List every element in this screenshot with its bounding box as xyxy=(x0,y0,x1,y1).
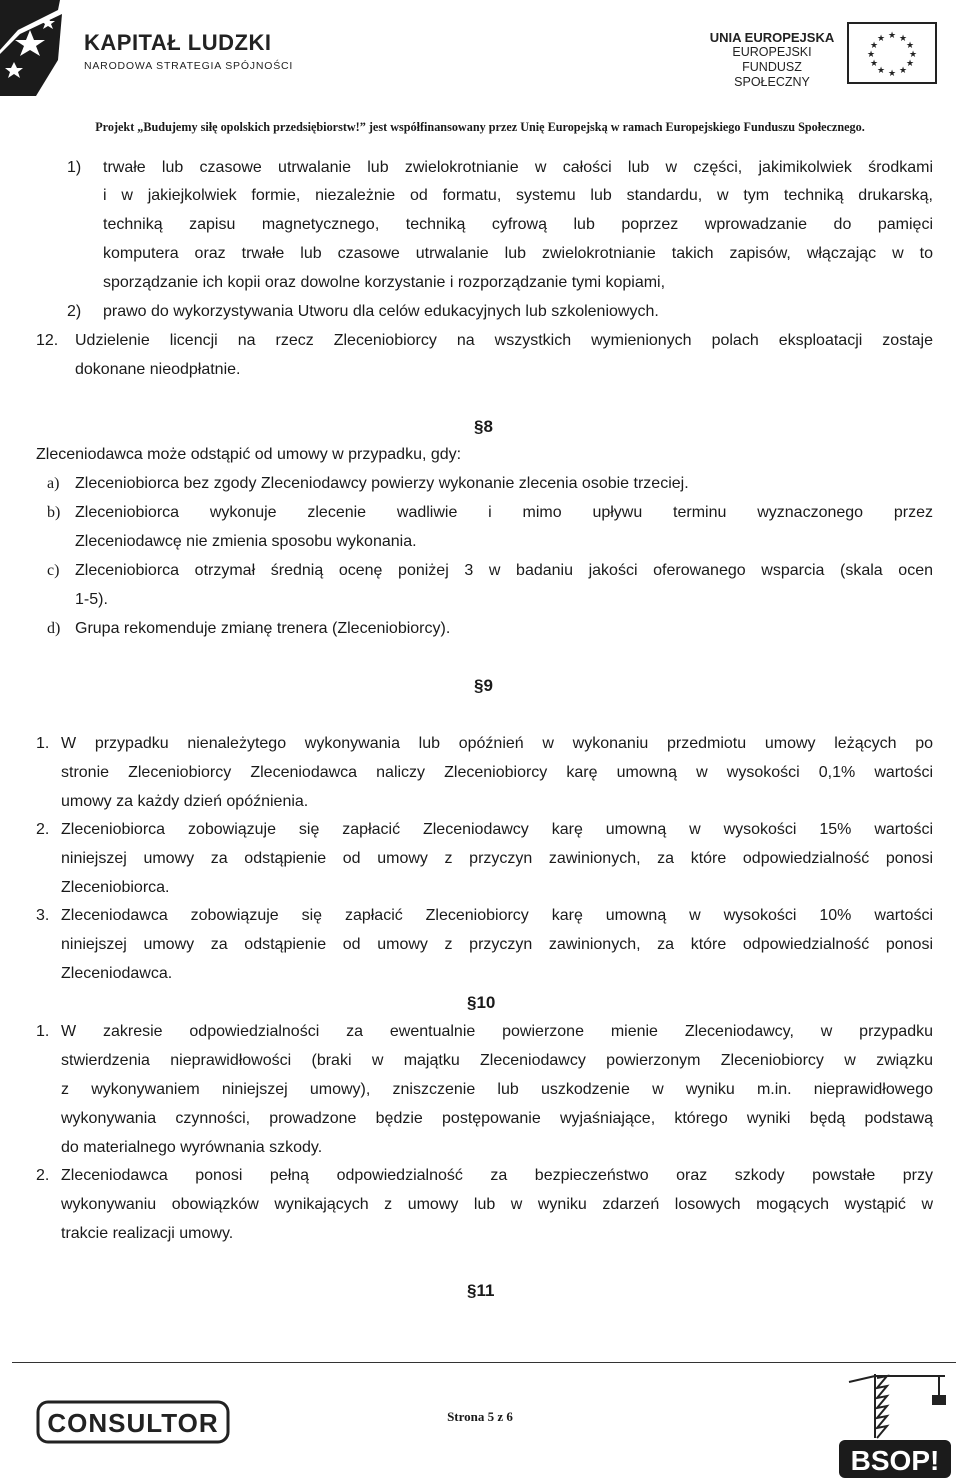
section-9-p3-marker: 3. xyxy=(36,907,50,924)
svg-text:★: ★ xyxy=(869,41,879,51)
section-9-p2-line-2: niniejszej umowy za odstąpienie od umowy z przyczyn zawinionych, za które odpowiedzialność ponosi xyxy=(61,850,933,867)
section-9-p2-line-3: Zleceniobiorca. xyxy=(61,879,170,896)
svg-text:★: ★ xyxy=(905,41,915,51)
section-8-d-marker: d) xyxy=(47,620,61,637)
svg-text:★: ★ xyxy=(866,50,876,60)
item-2-marker: 2) xyxy=(67,303,82,320)
svg-text:★: ★ xyxy=(898,34,908,44)
section-8-b-marker: b) xyxy=(47,504,61,521)
section-9-p1-marker: 1. xyxy=(36,735,50,752)
svg-text:★: ★ xyxy=(898,66,908,76)
section-9-p2-line-1: Zleceniobiorca zobowiązuje się zapłacić Zleceniodawcy karę umowną w wysokości 15% wartości xyxy=(61,821,933,838)
section-9-p3-line-3: Zleceniodawca. xyxy=(61,965,173,982)
eu-flag-icon xyxy=(847,22,937,84)
item-1-line-1: trwałe lub czasowe utrwalanie lub zwielokrotnianie w całości lub w części, jakimikolwiek środkami xyxy=(103,159,933,176)
section-9-p1-line-2: stronie Zleceniobiorcy Zleceniodawca naliczy Zleceniobiorcy karę umowną w wysokości 0,1% wartości xyxy=(61,764,933,781)
section-11-heading: §11 xyxy=(467,1281,495,1300)
section-10-p1-line-3: z wykonywaniem niniejszej umowy), zniszczenie lub uszkodzenie w wyniku m.in. nieprawidłowego xyxy=(61,1081,933,1098)
kapital-ludzki-subtitle: NARODOWA STRATEGIA SPÓJNOŚCI xyxy=(84,60,294,72)
page-header xyxy=(0,0,960,105)
svg-text:★: ★ xyxy=(876,66,886,76)
section-10-p1-line-5: do materialnego wyrównania szkody. xyxy=(61,1139,323,1156)
item-1-line-2: i w jakiejkolwiek formie, niezależnie od formatu, systemu lub standardu, w tym techniką drukarską, xyxy=(103,187,933,204)
section-10-p2-line-3: trakcie realizacji umowy. xyxy=(61,1225,234,1242)
item-1-line-5: sporządzanie ich kopii oraz dowolne korzystanie i rozporządzanie tymi kopiami, xyxy=(103,274,666,291)
svg-text:★: ★ xyxy=(887,69,897,79)
bsop-logo-icon xyxy=(835,1368,953,1480)
section-9-p3-line-2: niniejszej umowy za odstąpienie od umowy z przyczyn zawinionych, za które odpowiedzialność ponosi xyxy=(61,936,933,953)
eu-logo-text xyxy=(706,30,838,90)
section-9-heading: §9 xyxy=(474,676,493,695)
footer-divider xyxy=(12,1362,956,1363)
section-9-p2-marker: 2. xyxy=(36,821,50,838)
section-8-c-marker: c) xyxy=(47,562,60,579)
item-12-line-2: dokonane nieodpłatnie. xyxy=(75,361,241,378)
eu-logo-line2: EUROPEJSKI xyxy=(732,45,812,59)
bsop-logo-text: BSOP! xyxy=(850,1445,940,1476)
section-8-intro: Zleceniodawca może odstąpić od umowy w przypadku, gdy: xyxy=(36,446,462,463)
eu-logo-line1: UNIA EUROPEJSKA xyxy=(709,30,835,45)
section-10-p2-line-1: Zleceniodawca ponosi pełną odpowiedzialność za bezpieczeństwo oraz szkody powstałe przy xyxy=(61,1167,933,1184)
section-8-c-line-2: 1-5). xyxy=(75,591,108,608)
section-8-b-line-1: Zleceniobiorca wykonuje zlecenie wadliwie i mimo upływu terminu wyznaczonego przez xyxy=(75,504,933,521)
section-10-p2-line-2: wykonywaniu obowiązków wynikających z umowy lub w wyniku zdarzeń losowych mogących wystąpić w xyxy=(61,1196,933,1213)
section-9-p1-line-1: W przypadku nienależytego wykonywania lub opóźnień w wykonaniu przedmiotu umowy leżących po xyxy=(61,735,933,752)
svg-text:★: ★ xyxy=(887,31,897,41)
section-10-p1-marker: 1. xyxy=(36,1023,50,1040)
kapital-ludzki-emblem-icon xyxy=(0,0,72,96)
item-12-marker: 12. xyxy=(36,332,59,349)
section-8-a-marker: a) xyxy=(47,475,60,492)
section-8-b-line-2: Zleceniodawcę nie zmienia sposobu wykonania. xyxy=(75,533,417,550)
section-10-p2-marker: 2. xyxy=(36,1167,50,1184)
page-number: Strona 5 z 6 xyxy=(447,1409,513,1424)
section-8-heading: §8 xyxy=(474,417,493,436)
item-2-text: prawo do wykorzystywania Utworu dla celów edukacyjnych lub szkoleniowych. xyxy=(103,303,659,320)
item-1-marker: 1) xyxy=(67,159,82,176)
section-9-p3-line-1: Zleceniodawca zobowiązuje się zapłacić Zleceniobiorcy karę umowną w wysokości 10% wartości xyxy=(61,907,933,924)
svg-text:★: ★ xyxy=(876,34,886,44)
item-1-line-3: techniką zapisu magnetycznego, techniką cyfrową lub poprzez wprowadzanie do pamięci xyxy=(103,216,933,233)
eu-logo-line3: FUNDUSZ SPOŁECZNY xyxy=(734,60,810,89)
project-funding-line: Projekt „Budujemy siłę opolskich przedsiębiorstw!” jest współfinansowany przez Unię Europejską w ramach Europejskiego Funduszu Społecznego. xyxy=(95,120,865,134)
section-10-p1-line-1: W zakresie odpowiedzialności za ewentualnie powierzone mienie Zleceniodawcy, w przypadku xyxy=(61,1023,933,1040)
svg-text:★: ★ xyxy=(869,59,879,69)
section-8-c-line-1: Zleceniobiorca otrzymał średnią ocenę poniżej 3 w badaniu jakości oferowanego wsparcia (skala ocen xyxy=(75,562,933,579)
section-10-heading: §10 xyxy=(467,993,496,1012)
svg-text:★: ★ xyxy=(908,50,918,60)
item-12-line-1: Udzielenie licencji na rzecz Zleceniobiorcy na wszystkich wymienionych polach eksploatacji zostaje xyxy=(75,332,933,349)
section-8-d-line-1: Grupa rekomenduje zmianę trenera (Zleceniobiorcy). xyxy=(75,620,451,637)
section-9-p1-line-3: umowy za każdy dzień opóźnienia. xyxy=(61,793,309,810)
section-10-p1-line-2: stwierdzenia nieprawidłowości (braki w majątku Zleceniodawcy powierzonym Zleceniobiorcy w związku xyxy=(61,1052,933,1069)
item-1-line-4: komputera oraz trwałe lub czasowe utrwalanie lub zwielokrotnianie takich zapisów, włączając w to xyxy=(103,245,933,262)
consultor-logo-text: CONSULTOR xyxy=(47,1408,219,1438)
section-8-a-line-1: Zleceniobiorca bez zgody Zleceniodawcy powierzy wykonanie zlecenia osobie trzeciej. xyxy=(75,475,689,492)
svg-text:★: ★ xyxy=(905,59,915,69)
kapital-ludzki-title: KAPITAŁ LUDZKI xyxy=(84,30,272,55)
section-10-p1-line-4: wykonywania czynności, prowadzone będzie postępowanie wyjaśniające, którego wyniki będą podstawą xyxy=(61,1110,933,1127)
